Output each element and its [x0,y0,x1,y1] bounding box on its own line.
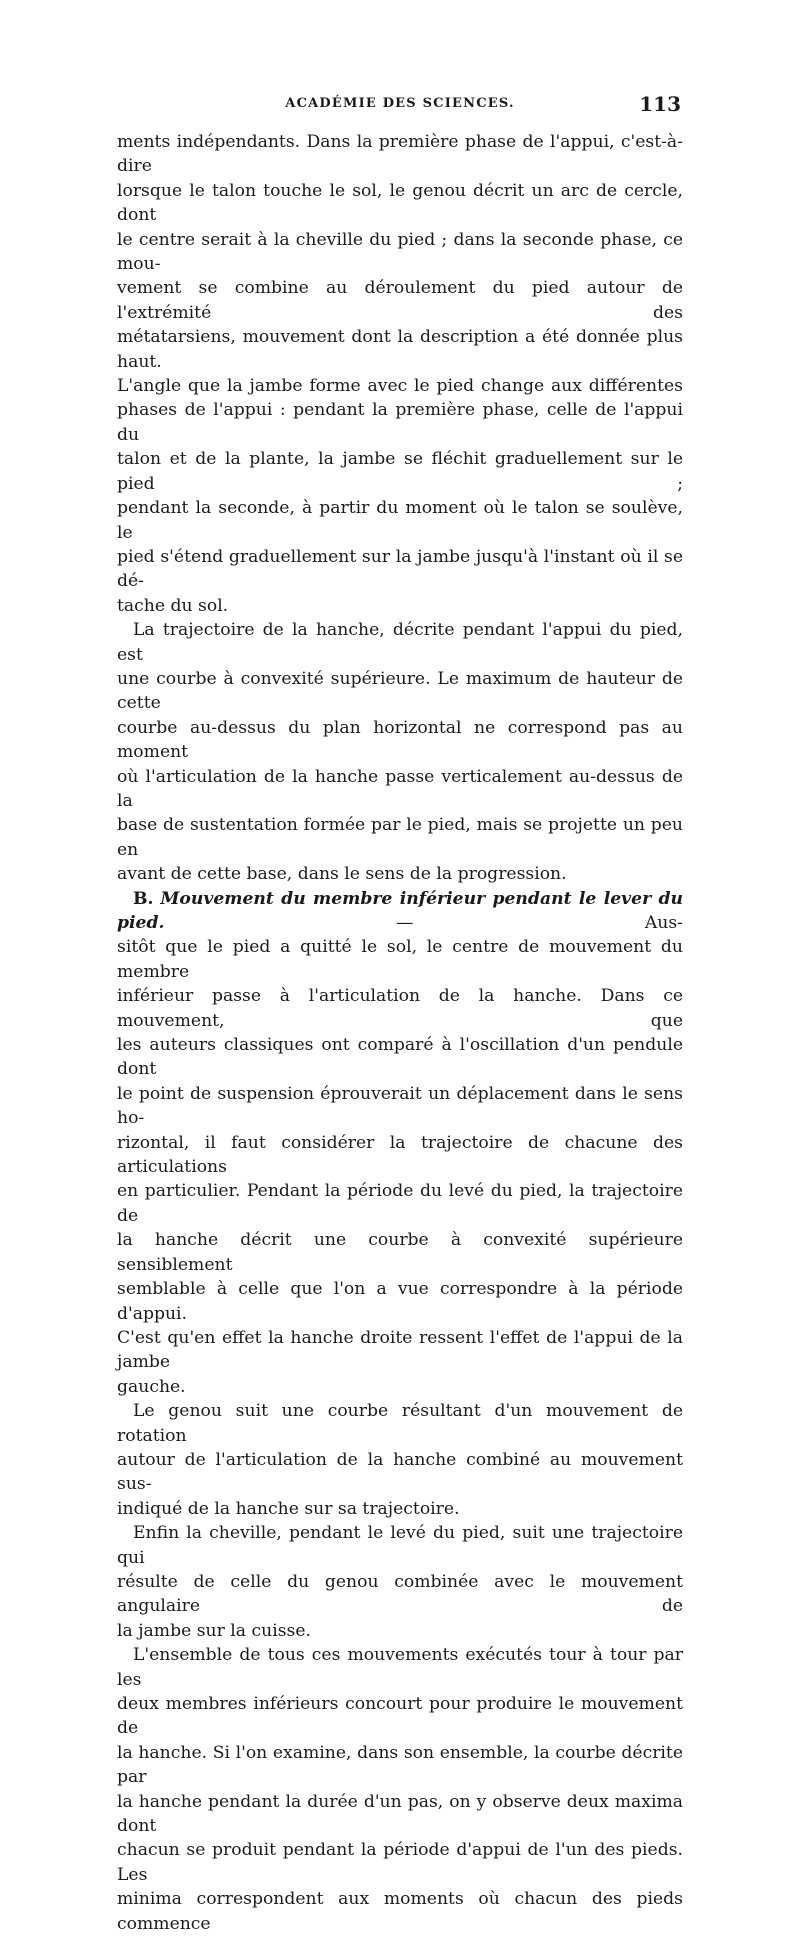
text-line: pied s'étend graduellement sur la jambe jusqu'à l'instant où il se dé- [117,546,683,592]
text-line: L'angle que la jambe forme avec le pied change aux différentes [117,376,683,397]
text-line: le point de suspension éprouverait un déplacement dans le sens ho- [117,1083,683,1129]
text-line: indiqué de la hanche sur sa trajectoire. [117,1498,460,1519]
text-line: une courbe à convexité supérieure. Le maximum de hauteur de cette [117,668,683,714]
section-heading-line [117,887,683,936]
text-line: lorsque le talon touche le sol, le genou décrit un arc de cercle, dont [117,180,683,226]
text-line: minima correspondent aux moments où chacun des pieds commence [117,1889,683,1934]
text-line: ments indépendants. Dans la première phase de l'appui, c'est-à-dire [117,132,683,177]
text-line: sitôt que le pied a quitté le sol, le centre de mouvement du membre [117,937,683,982]
text-line: vement se combine au déroulement du pied autour de l'extrémité des [117,278,683,323]
text-line: les auteurs classiques ont comparé à l'oscillation d'un pendule dont [117,1035,683,1080]
text-line: talon et de la plante, la jambe se fléchit graduellement sur le pied ; [117,449,683,494]
text-line: la jambe sur la cuisse. [117,1620,311,1641]
text-line: tache du sol. [117,595,229,616]
text-line: en particulier. Pendant la période du levé du pied, la trajectoire de [117,1181,683,1226]
running-header [117,92,683,122]
text-line: pendant la seconde, à partir du moment où le talon se soulève, le [117,498,683,543]
text-line: gauche. [117,1376,186,1397]
text-line: métatarsiens, mouvement dont la description a été donnée plus haut. [117,327,683,372]
text-line: L'ensemble de tous ces mouvements exécutés tour à tour par les [117,1645,683,1690]
text-line: courbe au-dessus du plan horizontal ne correspond pas au moment [117,717,683,763]
text-line: Enfin la cheville, pendant le levé du pied, suit une trajectoire qui [117,1523,683,1568]
text-line: C'est qu'en effet la hanche droite ressent l'effet de l'appui de la jambe [117,1327,683,1373]
text-line: rizontal, il faut considérer la trajectoire de chacune des articulations [117,1132,683,1178]
header-title: ACADÉMIE DES SCIENCES. [285,96,515,111]
text-line: chacun se produit pendant la période d'appui de l'un des pieds. Les [117,1840,683,1885]
text-line: autour de l'articulation de la hanche combiné au mouvement sus- [117,1449,683,1495]
text-line: la hanche décrit une courbe à convexité supérieure sensiblement [117,1230,683,1275]
text-line: base de sustentation formée par le pied, mais se projette un peu en [117,815,683,860]
text-line: avant de cette base, dans le sens de la progression. [117,864,567,885]
page-number: 113 [639,92,681,116]
text-line: le centre serait à la cheville du pied ; dans la seconde phase, ce mou- [117,229,683,275]
text-line: phases de l'appui : pendant la première phase, celle de l'appui du [117,400,683,445]
text-line: résulte de celle du genou combinée avec le mouvement angulaire de [117,1571,683,1617]
text-line: La trajectoire de la hanche, décrite pendant l'appui du pied, est [117,620,683,665]
section-title: Mouvement du membre inférieur pendant le lever du pied. [117,888,683,933]
text-line: inférieur passe à l'articulation de la hanche. Dans ce mouvement, que [117,986,683,1031]
text-line: deux membres inférieurs concourt pour produire le mouvement de [117,1694,683,1739]
text-line: Le genou suit une courbe résultant d'un mouvement de rotation [117,1401,683,1446]
text-fragment: — Aus- [396,913,683,933]
text-line: semblable à celle que l'on a vue correspondre à la période d'appui. [117,1279,683,1324]
text-line: la hanche. Si l'on examine, dans son ensemble, la courbe décrite par [117,1742,683,1788]
text-line: où l'articulation de la hanche passe verticalement au-dessus de la [117,766,683,811]
body-text [117,130,683,1936]
text-line: la hanche pendant la durée d'un pas, on y observe deux maxima dont [117,1791,683,1837]
section-letter: B. [133,888,154,909]
